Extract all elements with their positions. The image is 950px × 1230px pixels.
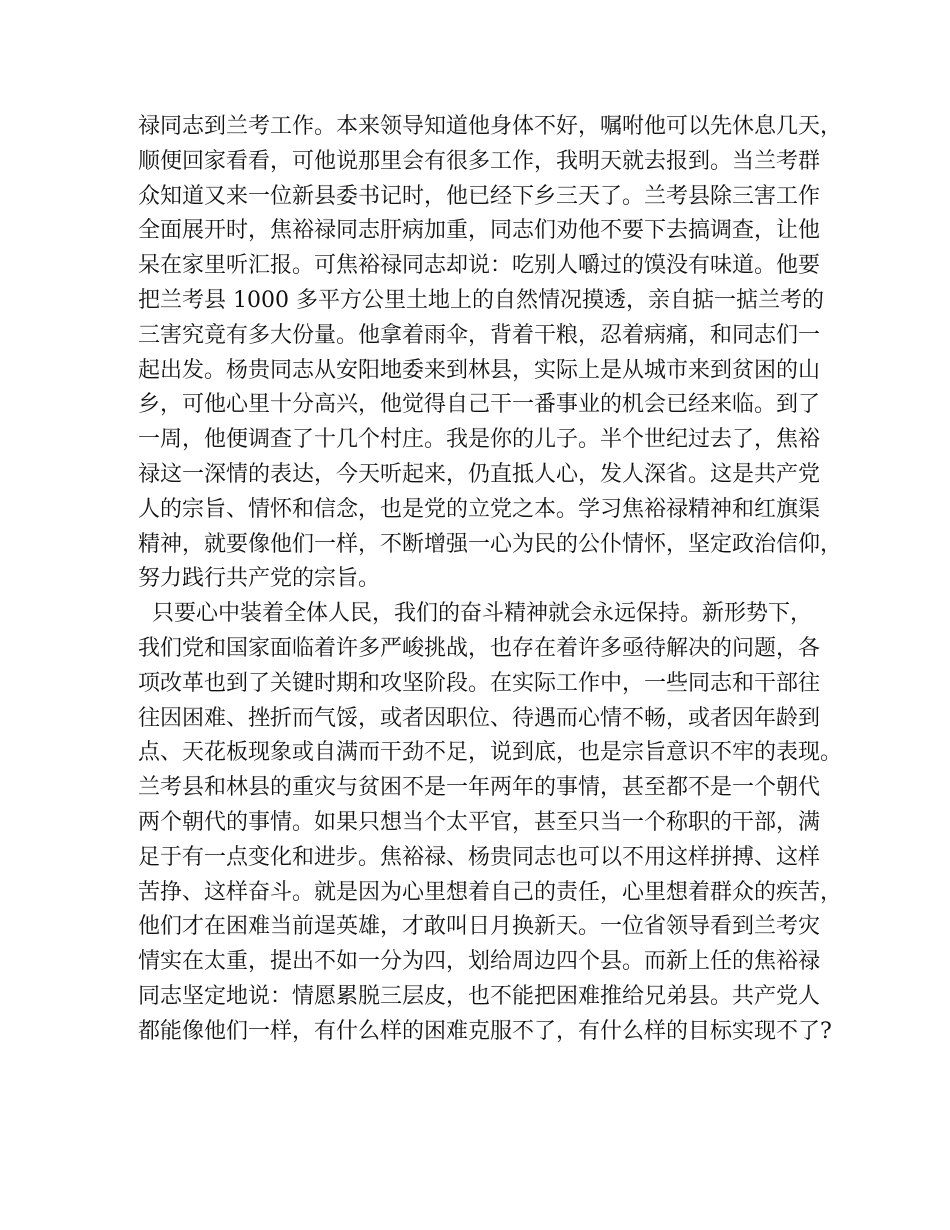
- text-line: 努力践行共产党的宗旨。: [138, 566, 381, 592]
- text-line: 点、天花板现象或自满而干劲不足，说到底，也是宗旨意识不牢的表现。: [138, 740, 843, 766]
- text-line: 呆在家里听汇报。可焦裕禄同志却说：吃别人嚼过的馍没有味道。他要: [138, 253, 821, 279]
- text-line: 两个朝代的事情。如果只想当个太平官，甚至只当一个称职的干部，满: [138, 809, 821, 835]
- text-line: 禄这一深情的表达，今天听起来，仍直抵人心，发人深省。这是共产党: [138, 461, 821, 487]
- text-line: 一周，他便调查了十几个村庄。我是你的儿子。半个世纪过去了，焦裕: [138, 427, 821, 453]
- text-line: 他们才在困难当前逞英雄，才敢叫日月换新天。一位省领导看到兰考灾: [138, 914, 821, 940]
- text-line: 都能像他们一样，有什么样的困难克服不了，有什么样的目标实现不了?: [138, 1018, 832, 1044]
- text-line: 起出发。杨贵同志从安阳地委来到林县，实际上是从城市来到贫困的山: [138, 357, 821, 383]
- text-line: 三害究竟有多大份量。他拿着雨伞，背着干粮，忍着病痛，和同志们一: [138, 322, 821, 348]
- text-line: 全面展开时，焦裕禄同志肝病加重，同志们劝他不要下去搞调查，让他: [138, 218, 821, 244]
- text-line: 把兰考县 1000 多平方公里土地上的自然情况摸透，亲自掂一掂兰考的: [138, 287, 824, 313]
- text-line: 我们党和国家面临着许多严峻挑战，也存在着许多亟待解决的问题，各: [138, 635, 821, 661]
- text-line: 情实在太重，提出不如一分为四，划给周边四个县。而新上任的焦裕禄: [138, 949, 821, 975]
- text-line: 禄同志到兰考工作。本来领导知道他身体不好，嘱咐他可以先休息几天，: [138, 114, 843, 139]
- text-line: 兰考县和林县的重灾与贫困不是一年两年的事情，甚至都不是一个朝代: [138, 775, 821, 801]
- text-line: 往因困难、挫折而气馁，或者因职位、待遇而心情不畅，或者因年龄到: [138, 705, 821, 731]
- text-line: 精神，就要像他们一样，不断增强一心为民的公仆情怀，坚定政治信仰，: [138, 531, 843, 557]
- text-line: 苦挣、这样奋斗。就是因为心里想着自己的责任，心里想着群众的疾苦，: [138, 879, 843, 905]
- text-line: 足于有一点变化和进步。焦裕禄、杨贵同志也可以不用这样拼搏、这样: [138, 844, 821, 870]
- text-line: 乡，可他心里十分高兴，他觉得自己干一番事业的机会已经来临。到了: [138, 392, 821, 418]
- text-line: 同志坚定地说：情愿累脱三层皮，也不能把困难推给兄弟县。共产党人: [138, 983, 821, 1009]
- text-line: 顺便回家看看，可他说那里会有很多工作，我明天就去报到。当兰考群: [138, 148, 821, 174]
- body-text: [138, 110, 843, 1050]
- text-line: 人的宗旨、情怀和信念，也是党的立党之本。学习焦裕禄精神和红旗渠: [138, 496, 821, 522]
- text-line: 只要心中装着全体人民，我们的奋斗精神就会永远保持。新形势下，: [138, 601, 812, 627]
- text-line: 项改革也到了关键时期和攻坚阶段。在实际工作中，一些同志和干部往: [138, 670, 821, 696]
- text-line: 众知道又来一位新县委书记时，他已经下乡三天了。兰考县除三害工作: [138, 183, 821, 209]
